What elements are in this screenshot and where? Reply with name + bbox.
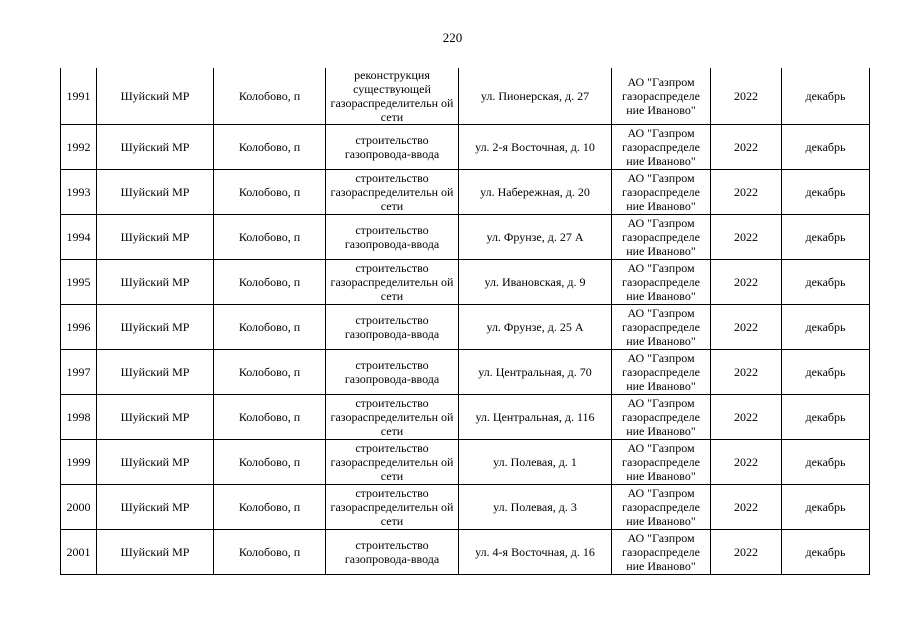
organization-cell: АО "Газпром газораспределе ние Иваново" — [612, 485, 711, 530]
row-number: 1991 — [61, 68, 97, 125]
organization-cell: АО "Газпром газораспределе ние Иваново" — [612, 350, 711, 395]
table-row — [61, 68, 870, 125]
month-cell: декабрь — [782, 68, 870, 125]
organization-cell: АО "Газпром газораспределе ние Иваново" — [612, 215, 711, 260]
table-row — [61, 440, 870, 485]
page-number: 220 — [442, 30, 463, 45]
district-cell: Шуйский МР — [97, 350, 214, 395]
address-cell: ул. Фрунзе, д. 25 А — [459, 305, 612, 350]
address-cell: ул. Пионерская, д. 27 — [459, 68, 612, 125]
settlement-cell: Колобово, п — [214, 125, 326, 170]
district-cell: Шуйский МР — [97, 125, 214, 170]
work-type-cell: строительство газопровода-ввода — [326, 305, 459, 350]
address-cell: ул. Полевая, д. 1 — [459, 440, 612, 485]
row-number: 1997 — [61, 350, 97, 395]
settlement-cell: Колобово, п — [214, 395, 326, 440]
gasification-table — [60, 68, 870, 575]
row-number: 2001 — [61, 530, 97, 575]
row-number: 1992 — [61, 125, 97, 170]
district-cell: Шуйский МР — [97, 170, 214, 215]
row-number: 1996 — [61, 305, 97, 350]
settlement-cell: Колобово, п — [214, 170, 326, 215]
district-cell: Шуйский МР — [97, 260, 214, 305]
work-type-cell: строительство газораспределительн ой сети — [326, 260, 459, 305]
year-cell: 2022 — [711, 350, 782, 395]
month-cell: декабрь — [782, 125, 870, 170]
row-number: 1999 — [61, 440, 97, 485]
address-cell: ул. Центральная, д. 70 — [459, 350, 612, 395]
month-cell: декабрь — [782, 350, 870, 395]
district-cell: Шуйский МР — [97, 530, 214, 575]
row-number: 2000 — [61, 485, 97, 530]
work-type-cell: строительство газораспределительн ой сети — [326, 395, 459, 440]
year-cell: 2022 — [711, 260, 782, 305]
address-cell: ул. Набережная, д. 20 — [459, 170, 612, 215]
table-row — [61, 125, 870, 170]
organization-cell: АО "Газпром газораспределе ние Иваново" — [612, 440, 711, 485]
settlement-cell: Колобово, п — [214, 530, 326, 575]
table-row — [61, 305, 870, 350]
table-row — [61, 170, 870, 215]
year-cell: 2022 — [711, 395, 782, 440]
settlement-cell: Колобово, п — [214, 350, 326, 395]
year-cell: 2022 — [711, 440, 782, 485]
year-cell: 2022 — [711, 125, 782, 170]
row-number: 1998 — [61, 395, 97, 440]
organization-cell: АО "Газпром газораспределе ние Иваново" — [612, 305, 711, 350]
district-cell: Шуйский МР — [97, 395, 214, 440]
work-type-cell: строительство газопровода-ввода — [326, 215, 459, 260]
year-cell: 2022 — [711, 170, 782, 215]
work-type-cell: строительство газораспределительн ой сети — [326, 440, 459, 485]
row-number: 1993 — [61, 170, 97, 215]
settlement-cell: Колобово, п — [214, 215, 326, 260]
month-cell: декабрь — [782, 305, 870, 350]
address-cell: ул. 2-я Восточная, д. 10 — [459, 125, 612, 170]
work-type-cell: реконструкция существующей газораспределительн ой сети — [326, 68, 459, 125]
year-cell: 2022 — [711, 68, 782, 125]
row-number: 1994 — [61, 215, 97, 260]
district-cell: Шуйский МР — [97, 68, 214, 125]
organization-cell: АО "Газпром газораспределе ние Иваново" — [612, 125, 711, 170]
work-type-cell: строительство газопровода-ввода — [326, 530, 459, 575]
district-cell: Шуйский МР — [97, 305, 214, 350]
organization-cell: АО "Газпром газораспределе ние Иваново" — [612, 170, 711, 215]
work-type-cell: строительство газораспределительн ой сети — [326, 485, 459, 530]
year-cell: 2022 — [711, 305, 782, 350]
address-cell: ул. Центральная, д. 116 — [459, 395, 612, 440]
table-body — [61, 68, 870, 575]
month-cell: декабрь — [782, 485, 870, 530]
settlement-cell: Колобово, п — [214, 305, 326, 350]
district-cell: Шуйский МР — [97, 440, 214, 485]
year-cell: 2022 — [711, 530, 782, 575]
district-cell: Шуйский МР — [97, 215, 214, 260]
table-row — [61, 350, 870, 395]
organization-cell: АО "Газпром газораспределе ние Иваново" — [612, 68, 711, 125]
work-type-cell: строительство газопровода-ввода — [326, 350, 459, 395]
work-type-cell: строительство газопровода-ввода — [326, 125, 459, 170]
row-number: 1995 — [61, 260, 97, 305]
table-row — [61, 485, 870, 530]
month-cell: декабрь — [782, 395, 870, 440]
table-row — [61, 260, 870, 305]
table-row — [61, 395, 870, 440]
month-cell: декабрь — [782, 260, 870, 305]
settlement-cell: Колобово, п — [214, 440, 326, 485]
month-cell: декабрь — [782, 440, 870, 485]
work-type-cell: строительство газораспределительн ой сети — [326, 170, 459, 215]
year-cell: 2022 — [711, 215, 782, 260]
organization-cell: АО "Газпром газораспределе ние Иваново" — [612, 395, 711, 440]
address-cell: ул. 4-я Восточная, д. 16 — [459, 530, 612, 575]
month-cell: декабрь — [782, 530, 870, 575]
table-row — [61, 215, 870, 260]
district-cell: Шуйский МР — [97, 485, 214, 530]
settlement-cell: Колобово, п — [214, 68, 326, 125]
organization-cell: АО "Газпром газораспределе ние Иваново" — [612, 530, 711, 575]
settlement-cell: Колобово, п — [214, 260, 326, 305]
table-row — [61, 530, 870, 575]
address-cell: ул. Ивановская, д. 9 — [459, 260, 612, 305]
address-cell: ул. Фрунзе, д. 27 А — [459, 215, 612, 260]
organization-cell: АО "Газпром газораспределе ние Иваново" — [612, 260, 711, 305]
month-cell: декабрь — [782, 215, 870, 260]
year-cell: 2022 — [711, 485, 782, 530]
address-cell: ул. Полевая, д. 3 — [459, 485, 612, 530]
month-cell: декабрь — [782, 170, 870, 215]
settlement-cell: Колобово, п — [214, 485, 326, 530]
